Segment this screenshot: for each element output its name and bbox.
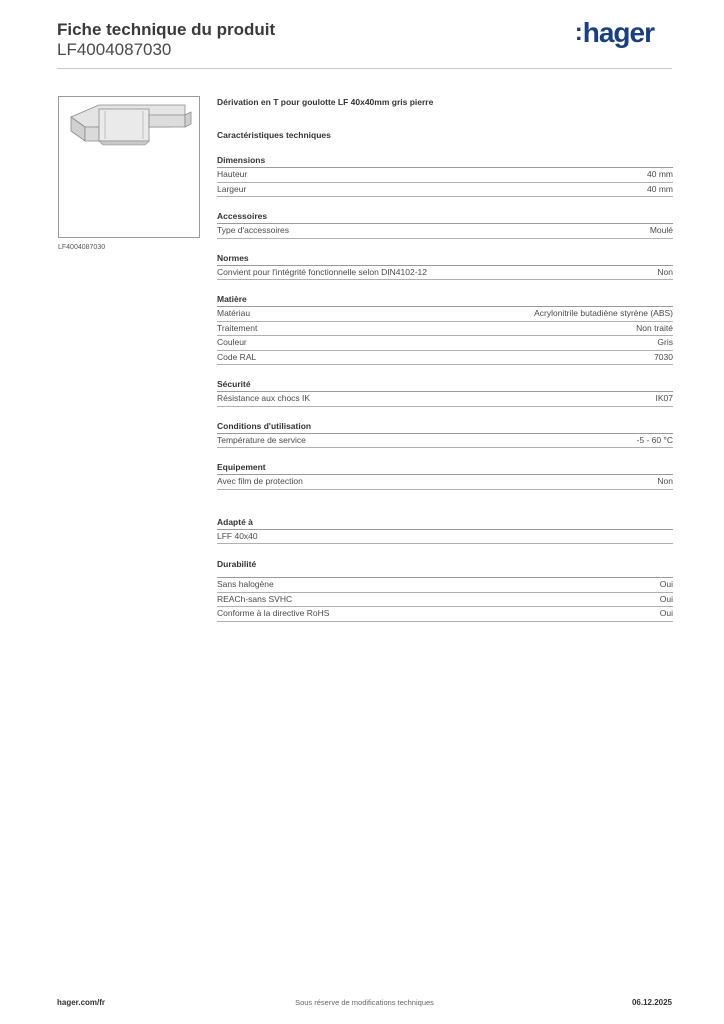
- footer-site-link[interactable]: hager.com/fr: [57, 998, 106, 1007]
- section-securite: [217, 378, 673, 407]
- spec-value: Non: [657, 266, 673, 277]
- section-title: Normes: [217, 252, 673, 266]
- section-title: Durabilité: [217, 557, 673, 578]
- spec-label: Hauteur: [217, 169, 248, 179]
- page-footer: [57, 998, 672, 1010]
- spec-label: Traitement: [217, 322, 258, 333]
- spec-label: Température de service: [217, 434, 306, 445]
- page-header: [57, 17, 672, 70]
- spec-row: [217, 434, 673, 449]
- spec-label: LFF 40x40: [217, 530, 258, 541]
- spec-value: 7030: [654, 351, 673, 362]
- logo-text: hager: [582, 17, 654, 48]
- spec-value: Gris: [657, 337, 673, 347]
- tech-heading: Caractéristiques techniques: [217, 130, 331, 140]
- section-title: Equipement: [217, 461, 673, 475]
- section-dimensions: [217, 154, 673, 197]
- spec-value: Acrylonitrile butadiène styrène (ABS): [534, 308, 673, 318]
- product-image: [58, 96, 200, 238]
- spec-label: Code RAL: [217, 351, 257, 362]
- section-title: Dimensions: [217, 154, 673, 168]
- spec-value: 40 mm: [647, 169, 673, 179]
- spec-row: [217, 224, 673, 239]
- section-equipement: [217, 461, 673, 490]
- section-title: Matière: [217, 293, 673, 307]
- hager-logo: [575, 17, 654, 49]
- spec-row: [217, 351, 673, 366]
- spec-label: Couleur: [217, 337, 247, 347]
- t-junction-illustration-icon: [59, 97, 199, 237]
- spec-value: -5 - 60 °C: [636, 434, 673, 445]
- section-accessoires: [217, 210, 673, 239]
- spec-value: Oui: [659, 608, 673, 618]
- spec-label: Résistance aux chocs IK: [217, 393, 311, 403]
- spec-label: Largeur: [217, 183, 247, 194]
- spec-row: [217, 307, 673, 322]
- section-title: Accessoires: [217, 210, 673, 224]
- spec-value: Non: [657, 476, 673, 486]
- spec-row: [217, 322, 673, 337]
- spec-label: REACh-sans SVHC: [217, 593, 293, 604]
- spec-row: [217, 392, 673, 407]
- spec-value: Oui: [659, 579, 673, 589]
- spec-label: Avec film de protection: [217, 476, 303, 486]
- spec-row: [217, 593, 673, 608]
- section-title: Sécurité: [217, 378, 673, 392]
- spec-row: [217, 475, 673, 490]
- footer-notice: Sous réserve de modifications techniques: [295, 998, 434, 1007]
- section-adapte: [217, 516, 673, 545]
- spec-label: Convient pour l'intégrité fonctionnelle selon DIN4102-12: [217, 266, 428, 277]
- page-title: Fiche technique du produit: [57, 20, 276, 39]
- spec-label: Conforme à la directive RoHS: [217, 608, 330, 618]
- spec-row: [217, 530, 673, 545]
- product-reference: LF4004087030: [57, 40, 172, 59]
- spec-row: [217, 183, 673, 198]
- header-divider: [57, 68, 672, 69]
- section-title: Conditions d'utilisation: [217, 420, 673, 434]
- spec-label: Type d'accessoires: [217, 225, 290, 235]
- spec-row: [217, 266, 673, 281]
- spec-row: [217, 336, 673, 351]
- spec-row: [217, 607, 673, 622]
- section-durabilite: [217, 557, 673, 622]
- section-title: Adapté à: [217, 516, 673, 530]
- spec-value: Non traité: [636, 322, 673, 333]
- logo-colon-icon: :: [574, 19, 582, 46]
- product-details: [217, 95, 673, 622]
- spec-value: 40 mm: [647, 183, 673, 194]
- section-normes: [217, 252, 673, 281]
- section-conditions: [217, 420, 673, 449]
- footer-date: 06.12.2025: [631, 998, 672, 1007]
- spec-value: Moulé: [649, 225, 673, 235]
- spec-label: Matériau: [217, 308, 251, 318]
- spec-row: [217, 578, 673, 593]
- spec-label: Sans halogène: [217, 579, 274, 589]
- spec-row: [217, 168, 673, 183]
- spec-value: IK07: [655, 393, 673, 403]
- section-matiere: [217, 293, 673, 365]
- spec-value: Oui: [659, 593, 673, 604]
- product-name: Dérivation en T pour goulotte LF 40x40mm gris pierre: [217, 97, 434, 107]
- image-caption: LF4004087030: [58, 244, 106, 251]
